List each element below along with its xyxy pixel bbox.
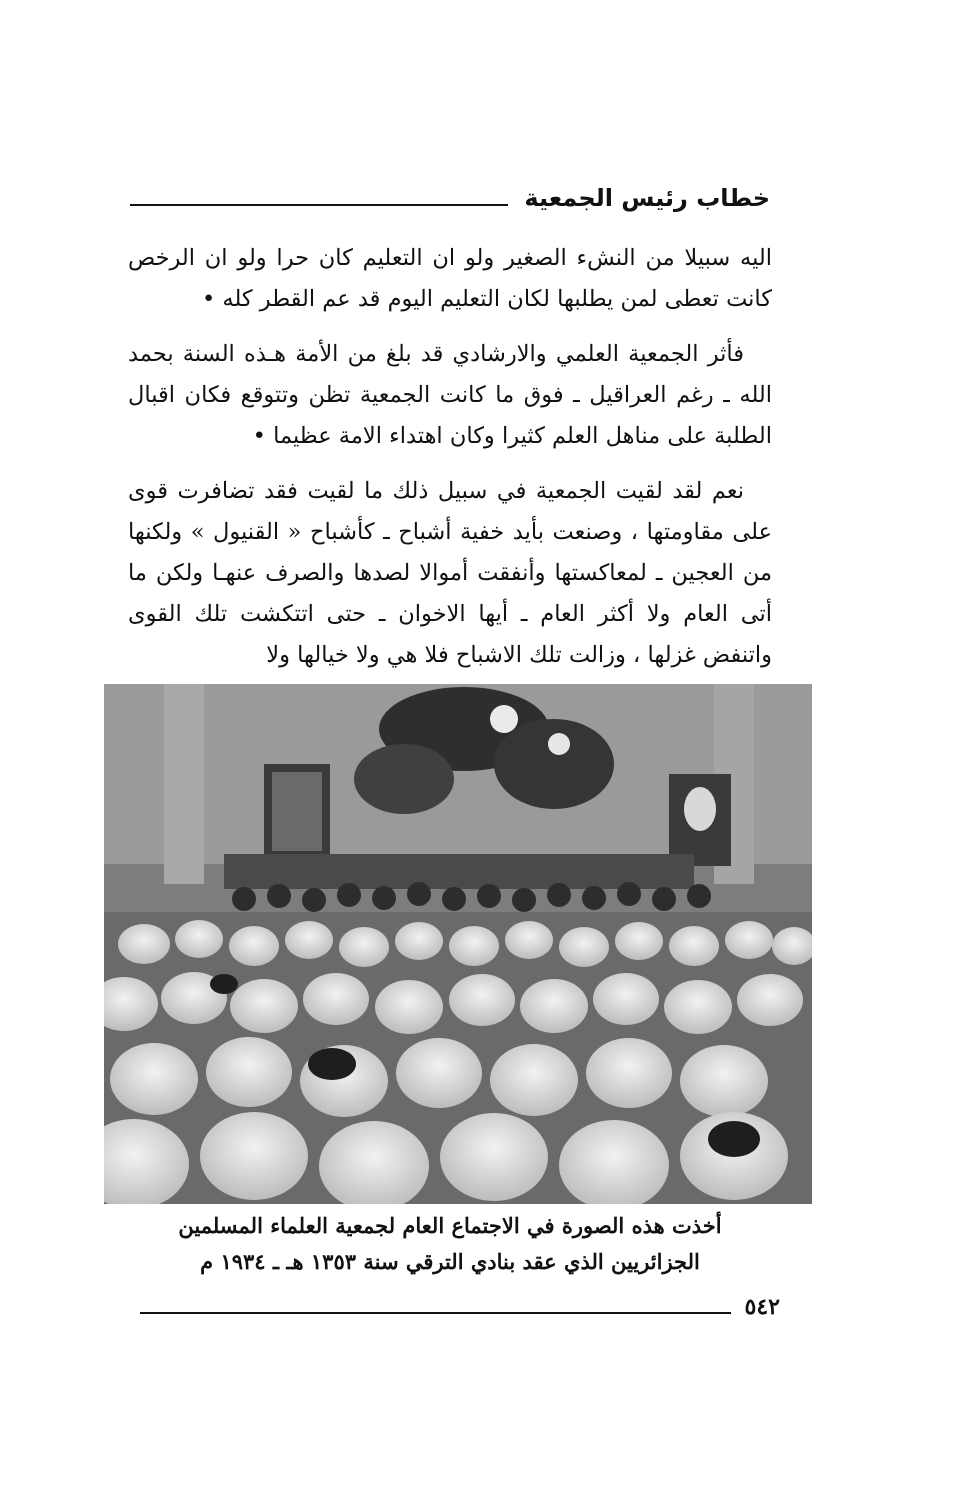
photo-caption	[150, 1208, 750, 1280]
paragraph: نعم لقد لقيت الجمعية في سبيل ذلك ما لقيت فقد تضافرت قوى على مقاومتها ، وصنعت بأيد خفية أشباح ـ كأشباح « القنيول » ولكنها من العجين ـ لمعاكستها وأنفقت أموالا لصدها والصرف عنهـا ولكن ما أتى العام ولا أكثر العام ـ أيها الاخوان ـ حتى اتتكشت تلك القوى واتنفض غزلها ، وزالت تلك الاشباح فلا هي ولا خيالها ولا	[128, 478, 772, 668]
page-number: ٥٤٢	[744, 1294, 780, 1320]
caption-line: الجزائريين الذي عقد بنادي الترقي سنة ١٣٥٣ هـ ـ ١٩٣٤ م	[200, 1249, 700, 1274]
paragraph: فأثر الجمعية العلمي والارشادي قد بلغ من الأمة هـذه السنة بحمد الله ـ رغم العراقيل ـ فوق ما كانت الجمعية تظن وتتوقع فكان اقبال الطلبة على مناهل العلم كثيرا وكان اهتداء الامة عظيما •	[128, 341, 772, 449]
footer-divider	[140, 1312, 731, 1314]
body-text	[128, 238, 772, 690]
caption-line: أخذت هذه الصورة في الاجتماع العام لجمعية العلماء المسلمين	[178, 1213, 722, 1238]
page-title: خطاب رئيس الجمعية	[524, 184, 770, 212]
paragraph: اليه سبيلا من النشء الصغير ولو ان التعليم كان حرا ولو ان الرخص كانت تعطى لمن يطلبها لكان التعليم اليوم قد عم القطر كله •	[128, 245, 772, 312]
page-footer	[140, 1290, 780, 1324]
crowd-photo-icon	[104, 684, 812, 1204]
header-divider	[130, 204, 508, 206]
running-header	[130, 178, 770, 218]
